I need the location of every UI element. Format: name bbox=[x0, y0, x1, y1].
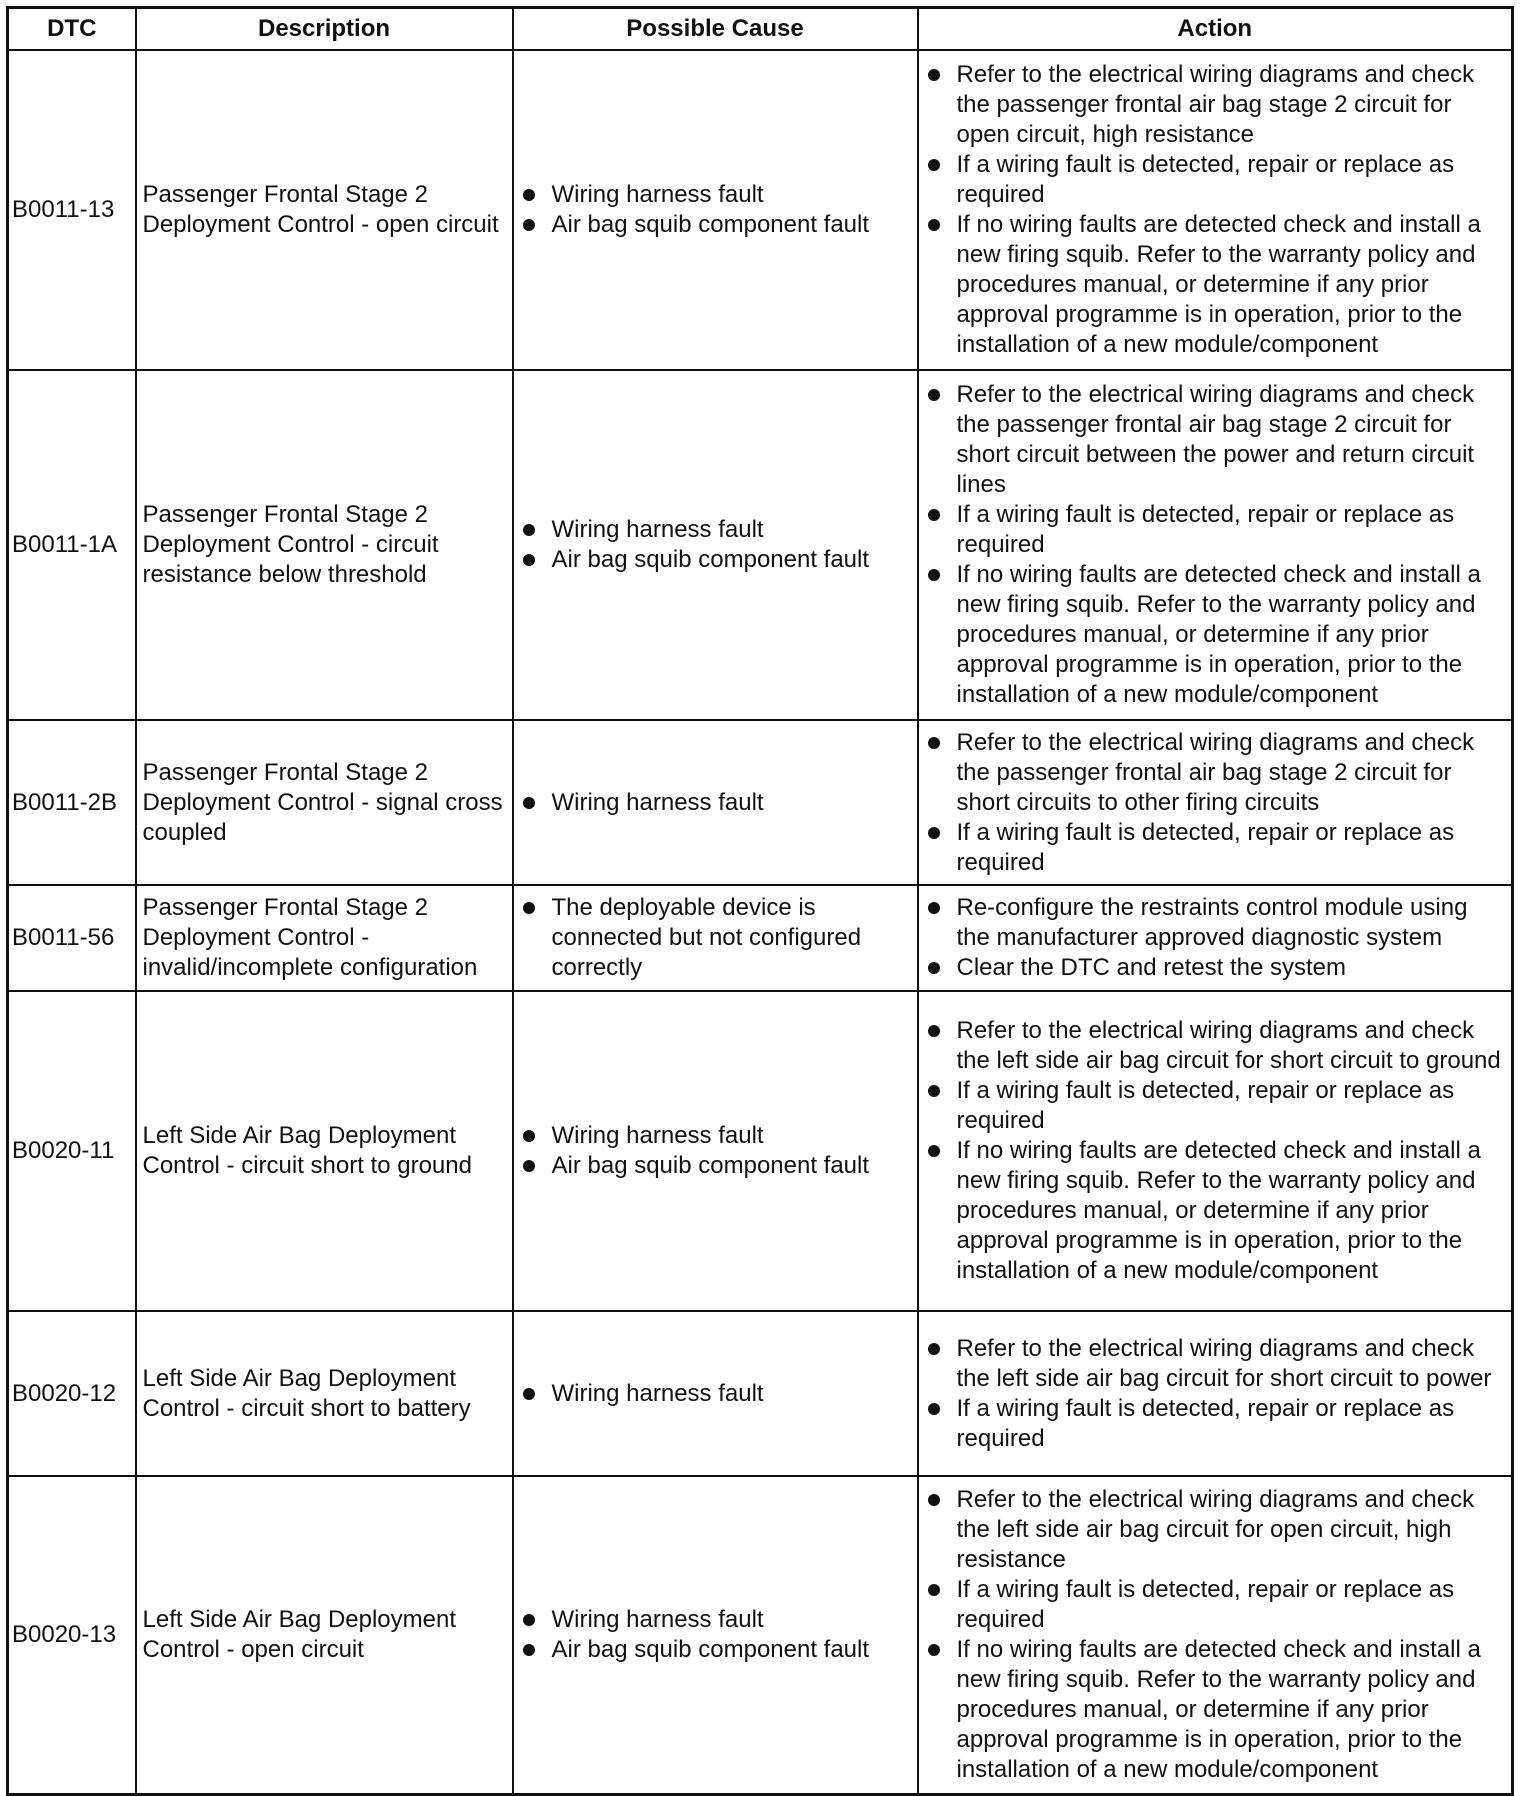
dtc-table bbox=[6, 6, 1514, 1796]
description: Passenger Frontal Stage 2 Deployment Control - open circuit bbox=[136, 50, 513, 370]
cause-item: Wiring harness fault bbox=[520, 515, 911, 545]
table-row bbox=[8, 991, 1513, 1311]
description: Left Side Air Bag Deployment Control - open circuit bbox=[136, 1476, 513, 1794]
cause-item: Wiring harness fault bbox=[520, 788, 911, 818]
possible-cause bbox=[513, 885, 918, 991]
action-item: Refer to the electrical wiring diagrams and check the passenger frontal air bag stage 2 circuit for short circuit between the power and return circuit lines bbox=[925, 380, 1506, 500]
header-description: Description bbox=[136, 8, 513, 51]
table-row bbox=[8, 50, 1513, 370]
description: Left Side Air Bag Deployment Control - circuit short to battery bbox=[136, 1311, 513, 1476]
cause-item: Wiring harness fault bbox=[520, 1605, 911, 1635]
cause-item: Wiring harness fault bbox=[520, 1121, 911, 1151]
action-item: If a wiring fault is detected, repair or replace as required bbox=[925, 1394, 1506, 1454]
dtc-code: B0020-13 bbox=[8, 1476, 136, 1794]
possible-cause bbox=[513, 370, 918, 720]
action-item: If a wiring fault is detected, repair or replace as required bbox=[925, 150, 1506, 210]
action-item: If no wiring faults are detected check and install a new firing squib. Refer to the warranty policy and procedures manual, or determine if any prior approval programme is in operation, prior to the installation of a new module/component bbox=[925, 560, 1506, 710]
action-item: Re-configure the restraints control module using the manufacturer approved diagnostic system bbox=[925, 893, 1506, 953]
header-row bbox=[8, 8, 1513, 51]
action-item: If a wiring fault is detected, repair or replace as required bbox=[925, 1076, 1506, 1136]
cause-item: Air bag squib component fault bbox=[520, 545, 911, 575]
action bbox=[918, 991, 1513, 1311]
cause-item: Air bag squib component fault bbox=[520, 1635, 911, 1665]
cause-item: The deployable device is connected but not configured correctly bbox=[520, 893, 911, 983]
action-item: Refer to the electrical wiring diagrams and check the left side air bag circuit for short circuit to ground bbox=[925, 1016, 1506, 1076]
cause-item: Air bag squib component fault bbox=[520, 1151, 911, 1181]
action bbox=[918, 720, 1513, 885]
description: Left Side Air Bag Deployment Control - circuit short to ground bbox=[136, 991, 513, 1311]
possible-cause bbox=[513, 1311, 918, 1476]
action-item: If a wiring fault is detected, repair or replace as required bbox=[925, 500, 1506, 560]
action-item: If no wiring faults are detected check and install a new firing squib. Refer to the warranty policy and procedures manual, or determine if any prior approval programme is in operation, prior to the installation of a new module/component bbox=[925, 1136, 1506, 1286]
action bbox=[918, 370, 1513, 720]
header-action: Action bbox=[918, 8, 1513, 51]
action-item: Refer to the electrical wiring diagrams and check the left side air bag circuit for short circuit to power bbox=[925, 1334, 1506, 1394]
table-row bbox=[8, 370, 1513, 720]
dtc-code: B0011-56 bbox=[8, 885, 136, 991]
action-item: If a wiring fault is detected, repair or replace as required bbox=[925, 818, 1506, 878]
table-row bbox=[8, 885, 1513, 991]
action bbox=[918, 50, 1513, 370]
table-row bbox=[8, 720, 1513, 885]
dtc-code: B0011-13 bbox=[8, 50, 136, 370]
cause-item: Wiring harness fault bbox=[520, 1379, 911, 1409]
action-item: Clear the DTC and retest the system bbox=[925, 953, 1506, 983]
description: Passenger Frontal Stage 2 Deployment Control - circuit resistance below threshold bbox=[136, 370, 513, 720]
dtc-code: B0011-1A bbox=[8, 370, 136, 720]
dtc-code: B0011-2B bbox=[8, 720, 136, 885]
possible-cause bbox=[513, 720, 918, 885]
action-item: Refer to the electrical wiring diagrams and check the passenger frontal air bag stage 2 circuit for short circuits to other firing circuits bbox=[925, 728, 1506, 818]
action bbox=[918, 1476, 1513, 1794]
action-item: If a wiring fault is detected, repair or replace as required bbox=[925, 1575, 1506, 1635]
cause-item: Wiring harness fault bbox=[520, 180, 911, 210]
header-possible-cause: Possible Cause bbox=[513, 8, 918, 51]
possible-cause bbox=[513, 991, 918, 1311]
table-row bbox=[8, 1311, 1513, 1476]
header-dtc: DTC bbox=[8, 8, 136, 51]
action-item: If no wiring faults are detected check and install a new firing squib. Refer to the warranty policy and procedures manual, or determine if any prior approval programme is in operation, prior to the installation of a new module/component bbox=[925, 1635, 1506, 1785]
cause-item: Air bag squib component fault bbox=[520, 210, 911, 240]
dtc-code: B0020-11 bbox=[8, 991, 136, 1311]
dtc-code: B0020-12 bbox=[8, 1311, 136, 1476]
possible-cause bbox=[513, 1476, 918, 1794]
description: Passenger Frontal Stage 2 Deployment Control - signal cross coupled bbox=[136, 720, 513, 885]
action bbox=[918, 885, 1513, 991]
action-item: Refer to the electrical wiring diagrams and check the left side air bag circuit for open circuit, high resistance bbox=[925, 1485, 1506, 1575]
action-item: If no wiring faults are detected check and install a new firing squib. Refer to the warranty policy and procedures manual, or determine if any prior approval programme is in operation, prior to the installation of a new module/component bbox=[925, 210, 1506, 360]
table-row bbox=[8, 1476, 1513, 1794]
description: Passenger Frontal Stage 2 Deployment Control - invalid/incomplete configuration bbox=[136, 885, 513, 991]
action-item: Refer to the electrical wiring diagrams and check the passenger frontal air bag stage 2 circuit for open circuit, high resistance bbox=[925, 60, 1506, 150]
action bbox=[918, 1311, 1513, 1476]
possible-cause bbox=[513, 50, 918, 370]
